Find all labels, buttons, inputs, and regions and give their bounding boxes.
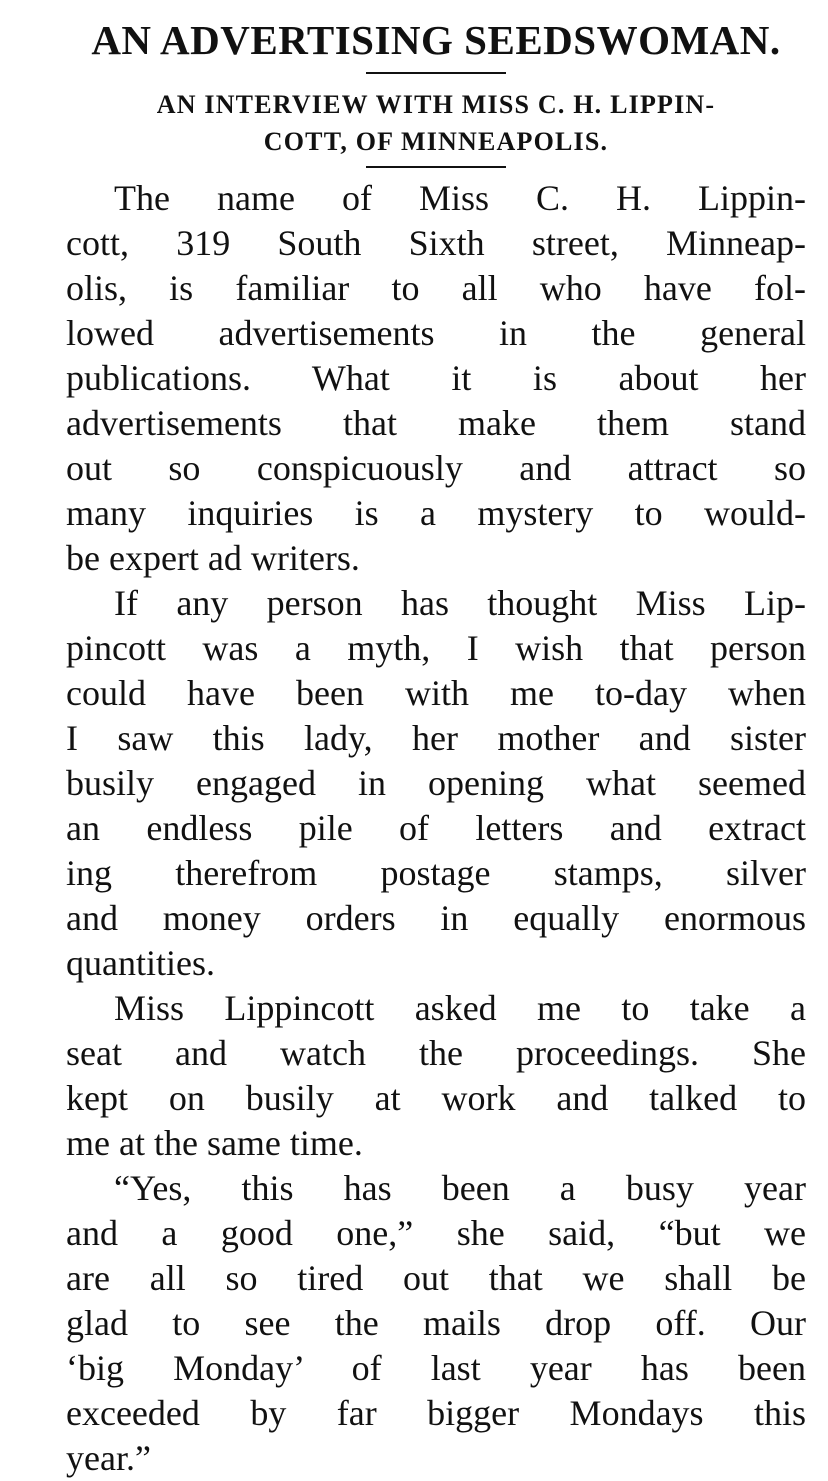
headline-divider [366, 72, 506, 74]
paragraph-line: out so conspicuously and attract so [66, 448, 806, 488]
subhead-divider [366, 166, 506, 168]
paragraph-line: pincott was a myth, I wish that person [66, 628, 806, 668]
paragraph-line: quantities. [66, 943, 215, 983]
paragraph-line: many inquiries is a mystery to would- [66, 493, 806, 533]
paragraph-line: If any person has thought Miss Lip- [114, 583, 806, 623]
article-paragraph [66, 581, 806, 986]
paragraph-line: Miss Lippincott asked me to take a [114, 988, 806, 1028]
paragraph-line: could have been with me to-day when [66, 673, 806, 713]
paragraph-line: busily engaged in opening what seemed [66, 763, 806, 803]
paragraph-line: exceeded by far bigger Mondays this [66, 1393, 806, 1433]
paragraph-line: glad to see the mails drop off. Our [66, 1303, 806, 1343]
paragraph-line: “Yes, this has been a busy year [114, 1168, 806, 1208]
article-headline: AN ADVERTISING SEEDSWOMAN. [91, 17, 781, 63]
paragraph-line: The name of Miss C. H. Lippin- [114, 178, 806, 218]
paragraph-line: an endless pile of letters and extract [66, 808, 806, 848]
article-paragraph [66, 176, 806, 581]
paragraph-line: and money orders in equally enormous [66, 898, 806, 938]
paragraph-line: are all so tired out that we shall be [66, 1258, 806, 1298]
paragraph-line: ing therefrom postage stamps, silver [66, 853, 806, 893]
paragraph-line: lowed advertisements in the general [66, 313, 806, 353]
paragraph-line: year.” [66, 1438, 151, 1478]
article-subheadline [66, 86, 806, 160]
paragraph-line: kept on busily at work and talked to [66, 1078, 806, 1118]
article-paragraph [66, 1166, 806, 1481]
paragraph-line: seat and watch the proceedings. She [66, 1033, 806, 1073]
subhead-line: COTT, OF MINNEAPOLIS. [263, 127, 609, 156]
paragraph-line: cott, 319 South Sixth street, Minneap- [66, 223, 806, 263]
paragraph-line: olis, is familiar to all who have fol- [66, 268, 806, 308]
paragraph-line: ‘big Monday’ of last year has been [66, 1348, 806, 1388]
subhead-line: AN INTERVIEW WITH MISS C. H. LIPPIN- [156, 90, 716, 119]
paragraph-line: publications. What it is about her [66, 358, 806, 398]
article-paragraph [66, 986, 806, 1166]
article-body [66, 176, 806, 1481]
paragraph-line: be expert ad writers. [66, 538, 360, 578]
paragraph-line: and a good one,” she said, “but we [66, 1213, 806, 1253]
paragraph-line: I saw this lady, her mother and sister [66, 718, 806, 758]
paragraph-line: advertisements that make them stand [66, 403, 806, 443]
paragraph-line: me at the same time. [66, 1123, 363, 1163]
